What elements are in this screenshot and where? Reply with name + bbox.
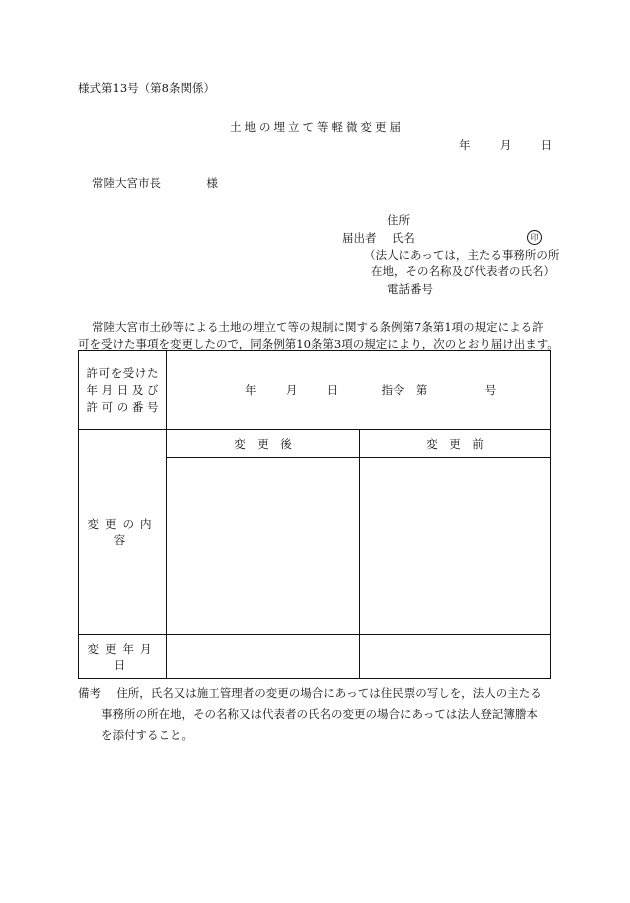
permit-row [79, 351, 551, 430]
remarks-line1: 住所，氏名又は施工管理者の変更の場合にあっては住民票の写しを，法人の主たる [116, 686, 542, 700]
after-header-cell [167, 430, 360, 458]
phone-label: 電話番号 [387, 282, 433, 296]
content-label-cell [79, 430, 167, 635]
date-day-label: 日 [540, 138, 553, 152]
permit-day: 日 [326, 383, 339, 397]
addressee [92, 175, 218, 191]
date-line [459, 137, 552, 153]
change-date-label: 変更年月日 [87, 641, 158, 672]
address-label: 住所 [387, 213, 410, 227]
body-text-line2: 可を受けた事項を変更したので，同条例第10条第3項の規定により，次のとおり届け出ます。 [78, 337, 559, 351]
remarks-line3: を添付すること。 [101, 728, 193, 742]
before-header-cell [360, 430, 551, 458]
permit-label-line1: 許可を受けた [86, 365, 159, 380]
submitter-label: 届出者 [342, 231, 377, 245]
permit-year: 年 [245, 383, 257, 397]
after-content-cell[interactable] [167, 458, 360, 635]
change-date-after-cell[interactable] [167, 635, 360, 679]
form-number: 様式第13号（第8条関係） [78, 81, 215, 95]
change-date-label-cell [79, 635, 167, 679]
before-content-cell[interactable] [360, 458, 551, 635]
permit-month: 月 [285, 383, 298, 397]
addressee-honorific: 様 [206, 176, 218, 190]
permit-directive: 指令 第 [381, 383, 428, 397]
permit-label-cell [79, 351, 167, 430]
permit-label-line3: 許可の番号 [86, 399, 159, 414]
corp-note-line1: （法人にあっては，主たる事務所の所 [364, 248, 560, 262]
addressee-name: 常陸大宮市長 [92, 176, 161, 190]
name-label: 氏名 [391, 231, 415, 245]
before-header: 変 更 前 [426, 436, 484, 451]
body-text-line1: 常陸大宮市土砂等による土地の埋立て等の規制に関する条例第7条第1項の規定による許 [92, 320, 544, 334]
content-header-row [79, 430, 551, 458]
after-header: 変 更 後 [234, 436, 292, 451]
remarks [78, 683, 542, 746]
permit-label-line2: 年月日及び [86, 382, 159, 397]
document-title: 土地の埋立て等軽微変更届 [230, 120, 404, 134]
date-month-label: 月 [499, 138, 512, 152]
permit-value-cell [167, 351, 551, 430]
date-year-label: 年 [459, 138, 471, 152]
seal-mark [527, 229, 542, 245]
change-date-before-cell[interactable] [360, 635, 551, 679]
corp-note-line2: 在地，その名称及び代表者の氏名） [371, 264, 555, 278]
permit-number: 号 [484, 383, 497, 397]
content-label: 変更の内容 [87, 517, 158, 547]
seal-icon: 印 [527, 230, 542, 245]
application-table [78, 350, 551, 679]
submitter-line [342, 230, 415, 246]
remarks-line2: 事務所の所在地，その名称又は代表者の氏名の変更の場合にあっては法人登記簿謄本 [101, 707, 538, 721]
change-date-row [79, 635, 551, 679]
remarks-label: 備考 [78, 686, 101, 700]
